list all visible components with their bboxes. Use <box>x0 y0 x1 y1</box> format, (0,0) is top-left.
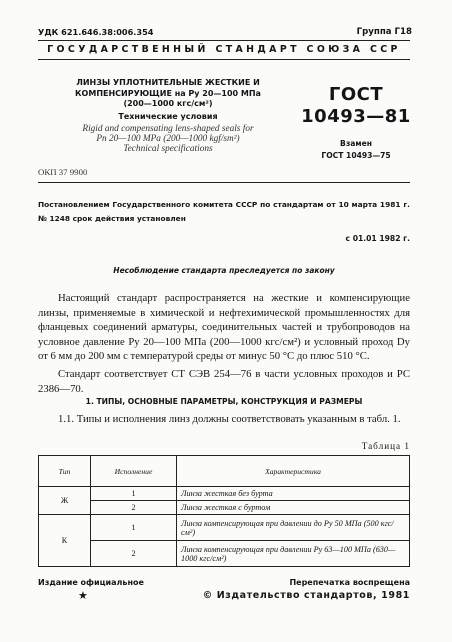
law-warning: Несоблюдение стандарта преследуется по закону <box>113 266 335 275</box>
desc-cell: Линза жесткая с буртом <box>177 501 410 515</box>
reprint-prohibited: Перепечатка воспрещена <box>289 578 410 587</box>
title-block <box>58 78 278 154</box>
title-ru-subtitle: Технические условия <box>118 111 218 121</box>
copyright: © Издательство стандартов, 1981 <box>202 590 410 601</box>
gost-label: ГОСТ <box>328 84 384 105</box>
okp-rule <box>38 182 410 183</box>
replaces-block <box>296 138 416 162</box>
table-header: Характеристика <box>177 456 410 487</box>
variant-cell: 2 <box>91 541 177 567</box>
title-en-line1: Rigid and compensating lens-shaped seals for <box>82 124 254 134</box>
table-row <box>39 487 410 501</box>
table-row <box>39 541 410 567</box>
variant-cell: 2 <box>91 501 177 515</box>
decree-text: Постановлением Государственного комитета СССР по стандартам от 10 марта 1981 г. № 1248 срок действия установлен <box>38 200 410 223</box>
types-table <box>38 455 410 567</box>
desc-cell: Линза жесткая без бурта <box>177 487 410 501</box>
gost-number: 10493—81 <box>301 106 411 127</box>
replaces-label: Взамен <box>340 139 372 148</box>
paragraph-scope: Настоящий стандарт распространяется на жесткие и компенсирующие линзы, применяемые в химической и нефтехимической промышленностях для фланцевых соединений арматуры, соединительных частей и трубопроводов на условное давление Pу 20—100 МПа (200—1000 кгс/см²) и условный проход Dу от 6 мм до 200 мм с температурой среды от минус 50 °С до плюс 510 °С. <box>38 292 410 363</box>
gost-designation <box>296 84 416 128</box>
desc-cell: Линза компенсирующая при давлении до Pу 50 МПа (500 кгс/см²) <box>177 515 410 541</box>
title-en-line2: Pn 20—100 MPa (200—1000 kgf/sm²) <box>96 133 240 144</box>
standard-banner: ГОСУДАРСТВЕННЫЙ СТАНДАРТ СОЮЗА ССР <box>47 44 401 55</box>
section-heading: 1. ТИПЫ, ОСНОВНЫЕ ПАРАМЕТРЫ, КОНСТРУКЦИЯ И РАЗМЕРЫ <box>85 397 363 406</box>
type-cell: К <box>39 515 91 567</box>
effective-date: с 01.01 1982 г. <box>345 234 410 243</box>
title-ru-line3: (200—1000 кгс/см²) <box>123 99 213 108</box>
desc-cell: Линза компенсирующая при давлении Pу 63—100 МПа (630—1000 кгс/см²) <box>177 541 410 567</box>
table-header: Исполнение <box>91 456 177 487</box>
table-header: Тип <box>39 456 91 487</box>
replaces-value: ГОСТ 10493—75 <box>321 151 391 160</box>
table-label: Таблица 1 <box>361 441 410 451</box>
table-row <box>39 515 410 541</box>
title-ru-line1: ЛИНЗЫ УПЛОТНИТЕЛЬНЫЕ ЖЕСТКИЕ И <box>76 78 260 87</box>
paragraph-types: 1.1. Типы и исполнения линз должны соответствовать указанным в табл. 1. <box>58 413 401 425</box>
group-code: Группа Г18 <box>356 27 412 37</box>
udk-code: УДК 621.646.38:006.354 <box>38 27 154 37</box>
star-icon: ★ <box>78 590 88 602</box>
table-row <box>39 501 410 515</box>
title-en-line3: Technical specifications <box>123 143 213 154</box>
title-ru-line2: КОМПЕНСИРУЮЩИЕ на Pу 20—100 МПа <box>75 88 261 98</box>
table-header-row <box>39 456 410 487</box>
header-rule-bottom <box>38 59 410 60</box>
header-rule-top <box>38 40 410 41</box>
official-edition: Издание официальное <box>38 578 144 587</box>
variant-cell: 1 <box>91 515 177 541</box>
variant-cell: 1 <box>91 487 177 501</box>
okp-code: ОКП 37 9900 <box>38 167 88 177</box>
paragraph-compliance: Стандарт соответствует СТ СЭВ 254—76 в части условных проходов и РС 2386—70. <box>38 368 410 395</box>
type-cell: Ж <box>39 487 91 515</box>
